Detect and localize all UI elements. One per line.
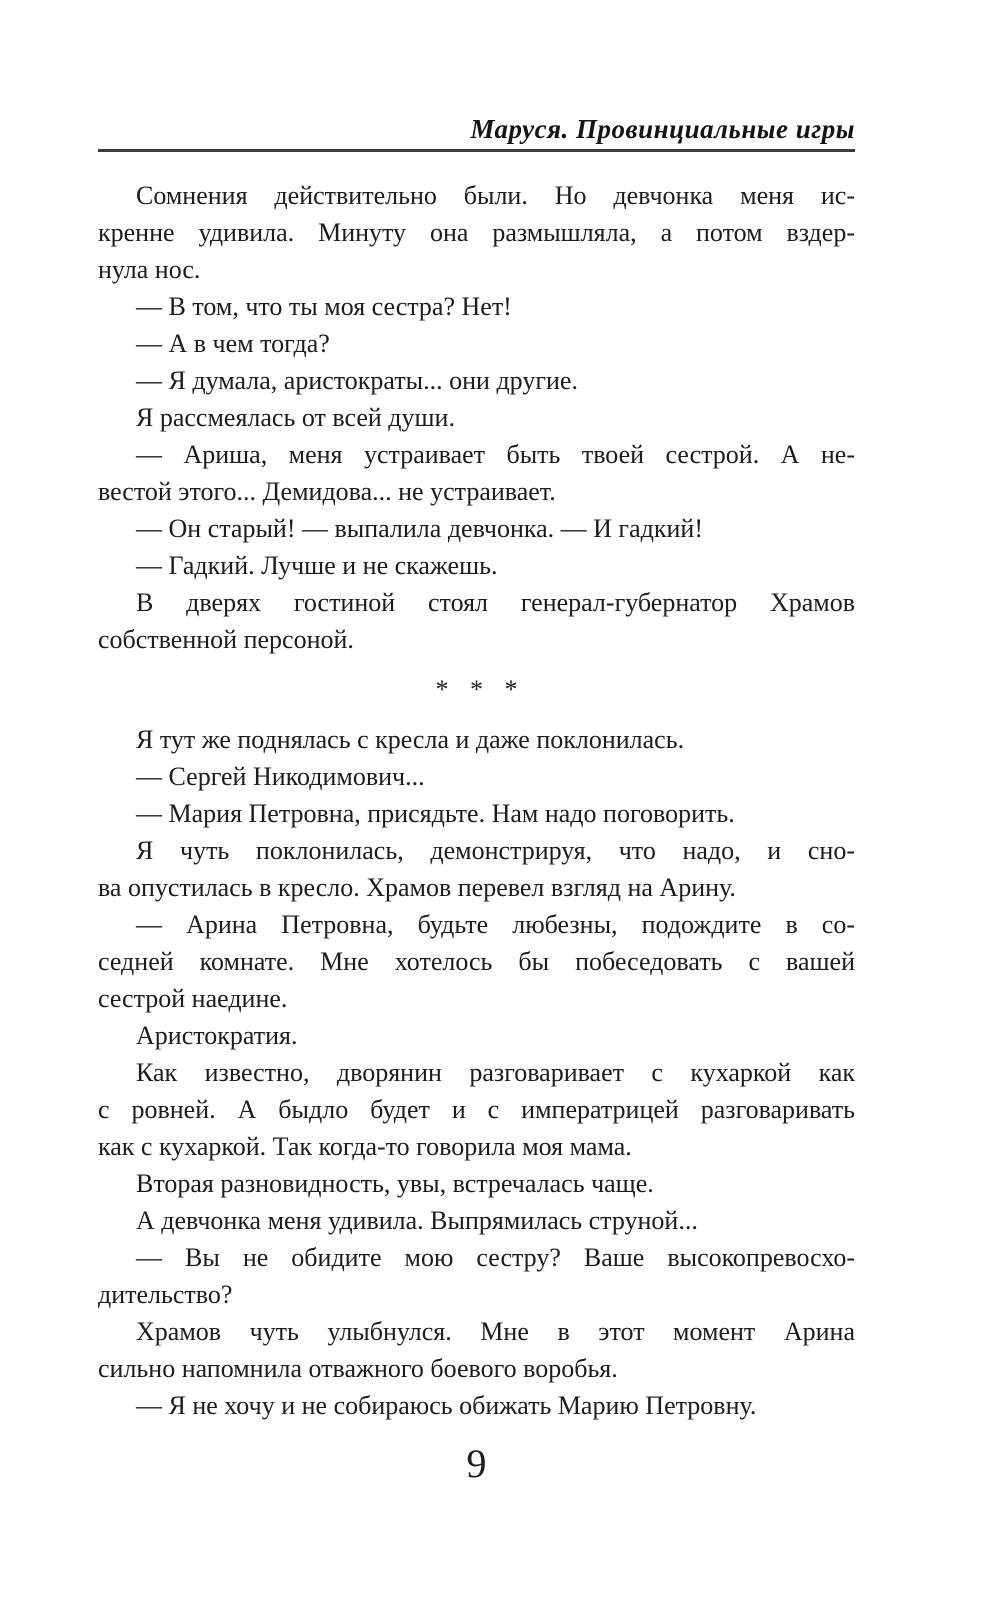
text-line: ва опустилась в кресло. Храмов перевел взгляд на Арину. (98, 873, 736, 902)
text-line: — Арина Петровна, будьте любезны, подождите в со- (136, 910, 855, 939)
text-line: — Он старый! — выпалила девчонка. — И гадкий! (136, 514, 703, 543)
text-line: дительство? (98, 1280, 233, 1309)
text-line: вестой этого... Демидова... не устраивает. (98, 477, 556, 506)
text-line: — Гадкий. Лучше и не скажешь. (136, 551, 498, 580)
text-line: — А в чем тогда? (136, 329, 330, 358)
text-line: Я рассмеялась от всей души. (136, 403, 455, 432)
text-line: кренне удивила. Минуту она размышляла, а потом вздер- (98, 218, 855, 247)
text-line: Храмов чуть улыбнулся. Мне в этот момент Арина (136, 1317, 855, 1346)
text-line: Как известно, дворянин разговаривает с кухаркой как (136, 1058, 855, 1087)
text-line: Вторая разновидность, увы, встречалась чаще. (136, 1169, 654, 1198)
page-number: 9 (466, 1441, 487, 1486)
text-line: нула нос. (98, 255, 201, 284)
text-line: — Сергей Никодимович... (136, 762, 425, 791)
text-column (98, 177, 855, 1424)
text-line: — В том, что ты моя сестра? Нет! (136, 292, 512, 321)
text-line: седней комнате. Мне хотелось бы побеседовать с вашей (98, 947, 855, 976)
text-line: — Я не хочу и не собираюсь обижать Марию Петровну. (136, 1391, 757, 1420)
text-line: как с кухаркой. Так когда-то говорила моя мама. (98, 1132, 632, 1161)
text-line: сестрой наедине. (98, 984, 288, 1013)
text-line: Я чуть поклонилась, демонстрируя, что надо, и сно- (136, 836, 855, 865)
section-separator: * * * (435, 675, 518, 704)
text-line: А девчонка меня удивила. Выпрямилась струной... (136, 1206, 698, 1235)
text-line: — Я думала, аристократы... они другие. (136, 366, 578, 395)
text-line: — Вы не обидите мою сестру? Ваше высокопревосхо- (136, 1243, 855, 1272)
text-line: — Мария Петровна, присядьте. Нам надо поговорить. (136, 799, 735, 828)
text-line: Аристократия. (136, 1021, 298, 1050)
text-line: В дверях гостиной стоял генерал-губернатор Храмов (136, 588, 855, 617)
text-line: собственной персоной. (98, 625, 354, 654)
running-header: Маруся. Провинциальные игры (470, 114, 855, 144)
text-line: Сомнения действительно были. Но девчонка меня ис- (136, 181, 855, 210)
text-line: с ровней. А быдло будет и с императрицей разговаривать (98, 1095, 855, 1124)
header-rule (98, 149, 855, 152)
text-line: сильно напомнила отважного боевого воробья. (98, 1354, 618, 1383)
text-line: Я тут же поднялась с кресла и даже поклонилась. (136, 725, 685, 754)
text-line: — Ариша, меня устраивает быть твоей сестрой. А не- (136, 440, 855, 469)
